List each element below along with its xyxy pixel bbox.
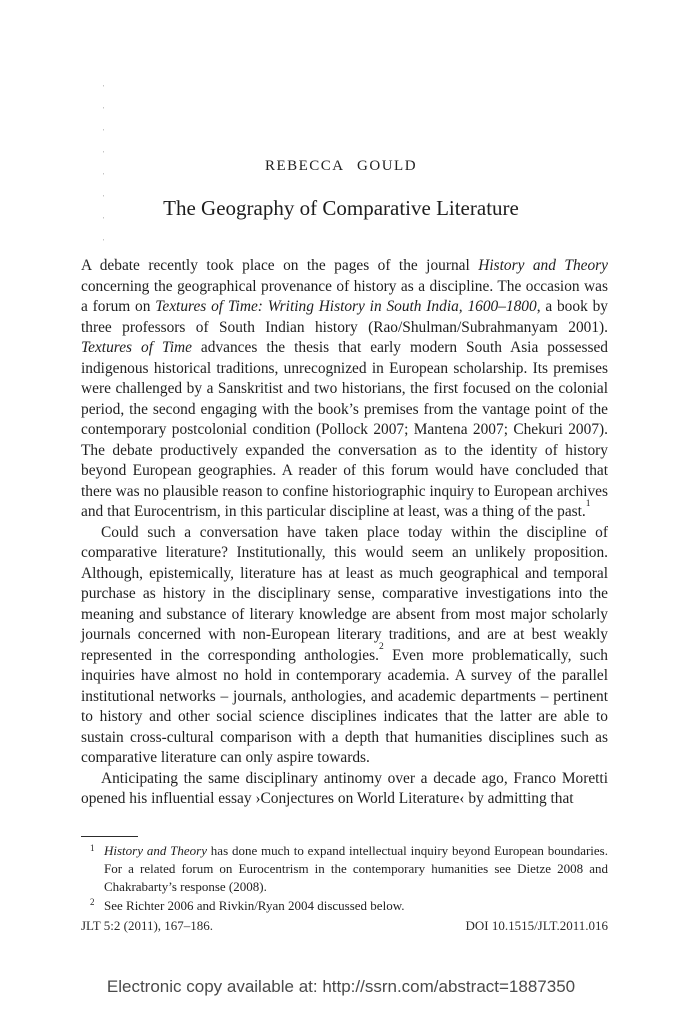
footnote-number: 1 xyxy=(90,842,95,853)
article-title: The Geography of Comparative Literature xyxy=(163,196,519,220)
footnote-separator-rule xyxy=(81,836,138,837)
footnote-block xyxy=(81,836,608,915)
footnote xyxy=(81,842,608,897)
footnote xyxy=(81,897,608,915)
ssrn-banner-text: Electronic copy available at: http://ssrn.com/abstract=1887350 xyxy=(106,977,576,996)
footnote-text: See Richter 2006 and Rivkin/Ryan 2004 discussed below. xyxy=(104,897,405,913)
page-footer xyxy=(81,918,608,934)
journal-citation: JLT 5:2 (2011), 167–186. xyxy=(81,918,214,933)
body-paragraph: Anticipating the same disciplinary antinomy over a decade ago, Franco Moretti opened his influential essay ›Conjectures on World Literature‹ by admitting that xyxy=(81,769,608,807)
footnote-text: History and Theory has done much to expand intellectual inquiry beyond European boundaries. For a related forum on Eurocentrism in the contemporary humanities see Dietze 2008 and Chakrabarty’s response (2008). xyxy=(104,843,608,895)
footnote-number: 2 xyxy=(90,897,95,908)
author-name: REBECCA GOULD xyxy=(264,158,418,174)
doi: DOI 10.1515/JLT.2011.016 xyxy=(465,918,608,933)
body-paragraph: A debate recently took place on the pages of the journal History and Theory concerning the geographical provenance of history as a discipline. The occasion was a forum on Textures of Time: Writing History in South India, 1600–1800, a book by three professors of South Indian history (Rao/Shulman/Subrahmanyam 2001). Textures of Time advances the thesis that early modern South Asia possessed indigenous historical traditions, unrecognized in European scholarship. Its premises were challenged by a Sanskritist and two historians, the first focused on the colonial period, the second engaging with the book’s premises from the vantage point of the contemporary postcolonial condition (Pollock 2007; Mantena 2007; Chekuri 2007). The debate productively expanded the conversation as to the identity of history beyond European geographies. A reader of this forum would have concluded that there was no plausible reason to confine historiographic inquiry to European archives and that Eurocentrism, in this particular discipline at least, was a thing of the past.$^1$ xyxy=(81,257,608,520)
article-body xyxy=(81,256,608,810)
body-paragraph: Could such a conversation have taken place today within the discipline of comparative literature? Institutionally, this would seem an unlikely proposition. Although, epistemically, literature has at least as much geographical and temporal purchase as history in the disciplinary sense, comparative investigations into the meaning and substance of literary knowledge are absent from most major scholarly journals concerned with non-European literary traditions, and are at best weakly represented in the corresponding anthologies.$^2$ Even more problematically, such inquiries have almost no hold in contemporary academia. A survey of the parallel institutional networks – journals, anthologies, and academic departments – pertinent to history and other social science disciplines indicates that the latter are able to sustain cross-cultural comparison with a depth that humanities disciplines such as comparative literature can only aspire towards. xyxy=(81,523,608,766)
